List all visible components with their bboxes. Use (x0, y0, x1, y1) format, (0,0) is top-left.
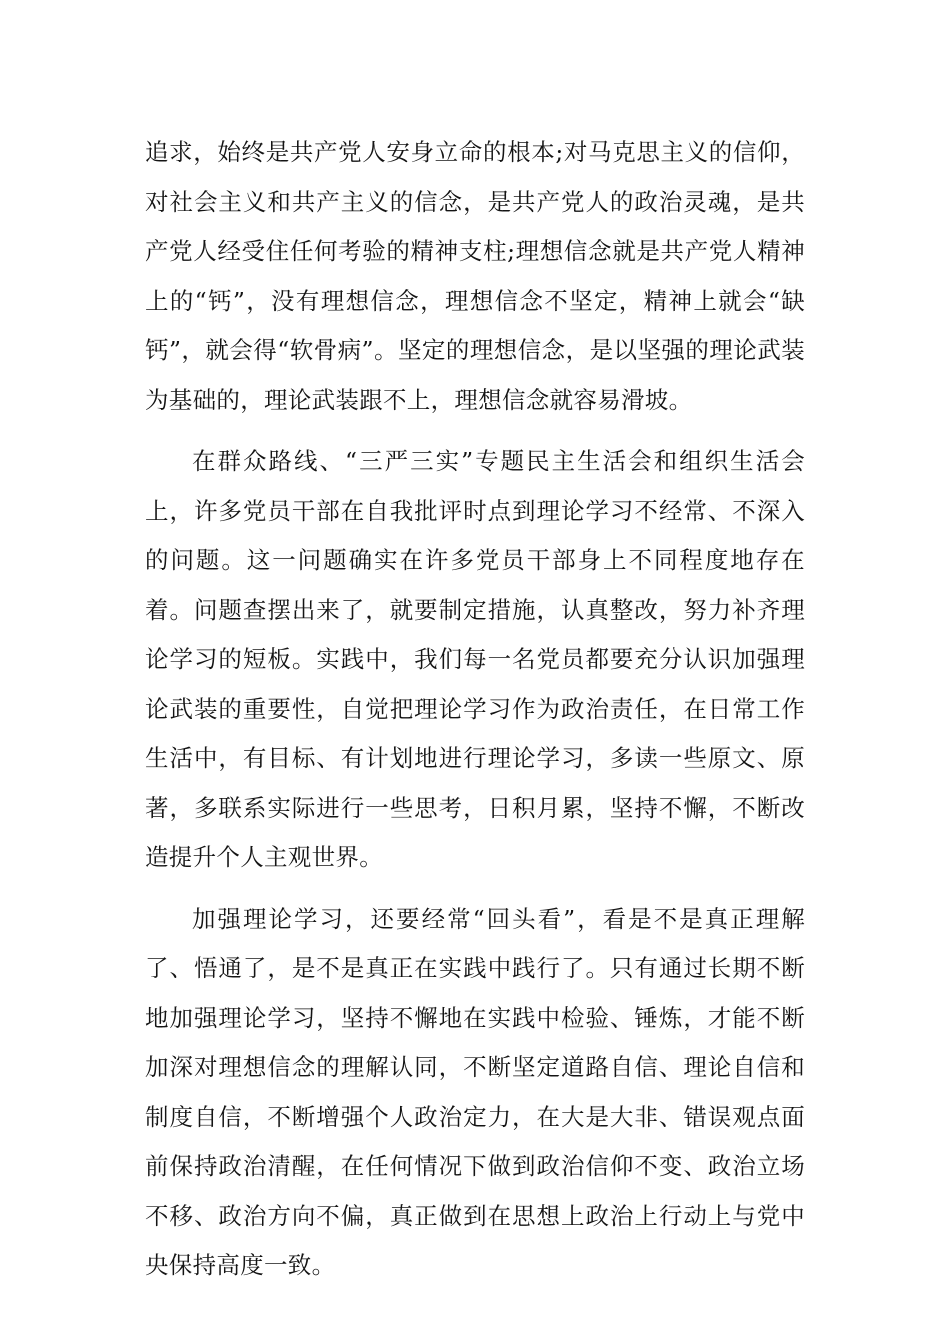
paragraph-theory-study-issues: 在群众路线、“三严三实”专题民主生活会和组织生活会上，许多党员干部在自我批评时点到理论学习不经常、不深入的问题。这一问题确实在许多党员干部身上不同程度地存在着。问题查摆出来了，就要制定措施，认真整改，努力补齐理论学习的短板。实践中，我们每一名党员都要充分认识加强理论武装的重要性，自觉把理论学习作为政治责任，在日常工作生活中，有目标、有计划地进行理论学习，多读一些原文、原著，多联系实际进行一些思考，日积月累，坚持不懈，不断改造提升个人主观世界。 (145, 447, 805, 871)
paragraph-continued: 追求，始终是共产党人安身立命的根本;对马克思主义的信仰，对社会主义和共产主义的信念，是共产党人的政治灵魂，是共产党人经受住任何考验的精神支柱;理想信念就是共产党人精神上的“钙”，没有理想信念，理想信念不坚定，精神上就会“缺钙”，就会得“软骨病”。坚定的理想信念，是以坚强的理论武装为基础的，理论武装跟不上，理想信念就容易滑坡。 (145, 138, 805, 414)
paragraph-look-back: 加强理论学习，还要经常“回头看”，看是不是真正理解了、悟通了，是不是真正在实践中践行了。只有通过长期不断地加强理论学习，坚持不懈地在实践中检验、锤炼，才能不断加深对理想信念的理解认同，不断坚定道路自信、理论自信和制度自信，不断增强个人政治定力，在大是大非、错误观点面前保持政治清醒，在任何情况下做到政治信仰不变、政治立场不移、政治方向不偏，真正做到在思想上政治上行动上与党中央保持高度一致。 (145, 904, 805, 1279)
document-body (145, 128, 805, 1291)
